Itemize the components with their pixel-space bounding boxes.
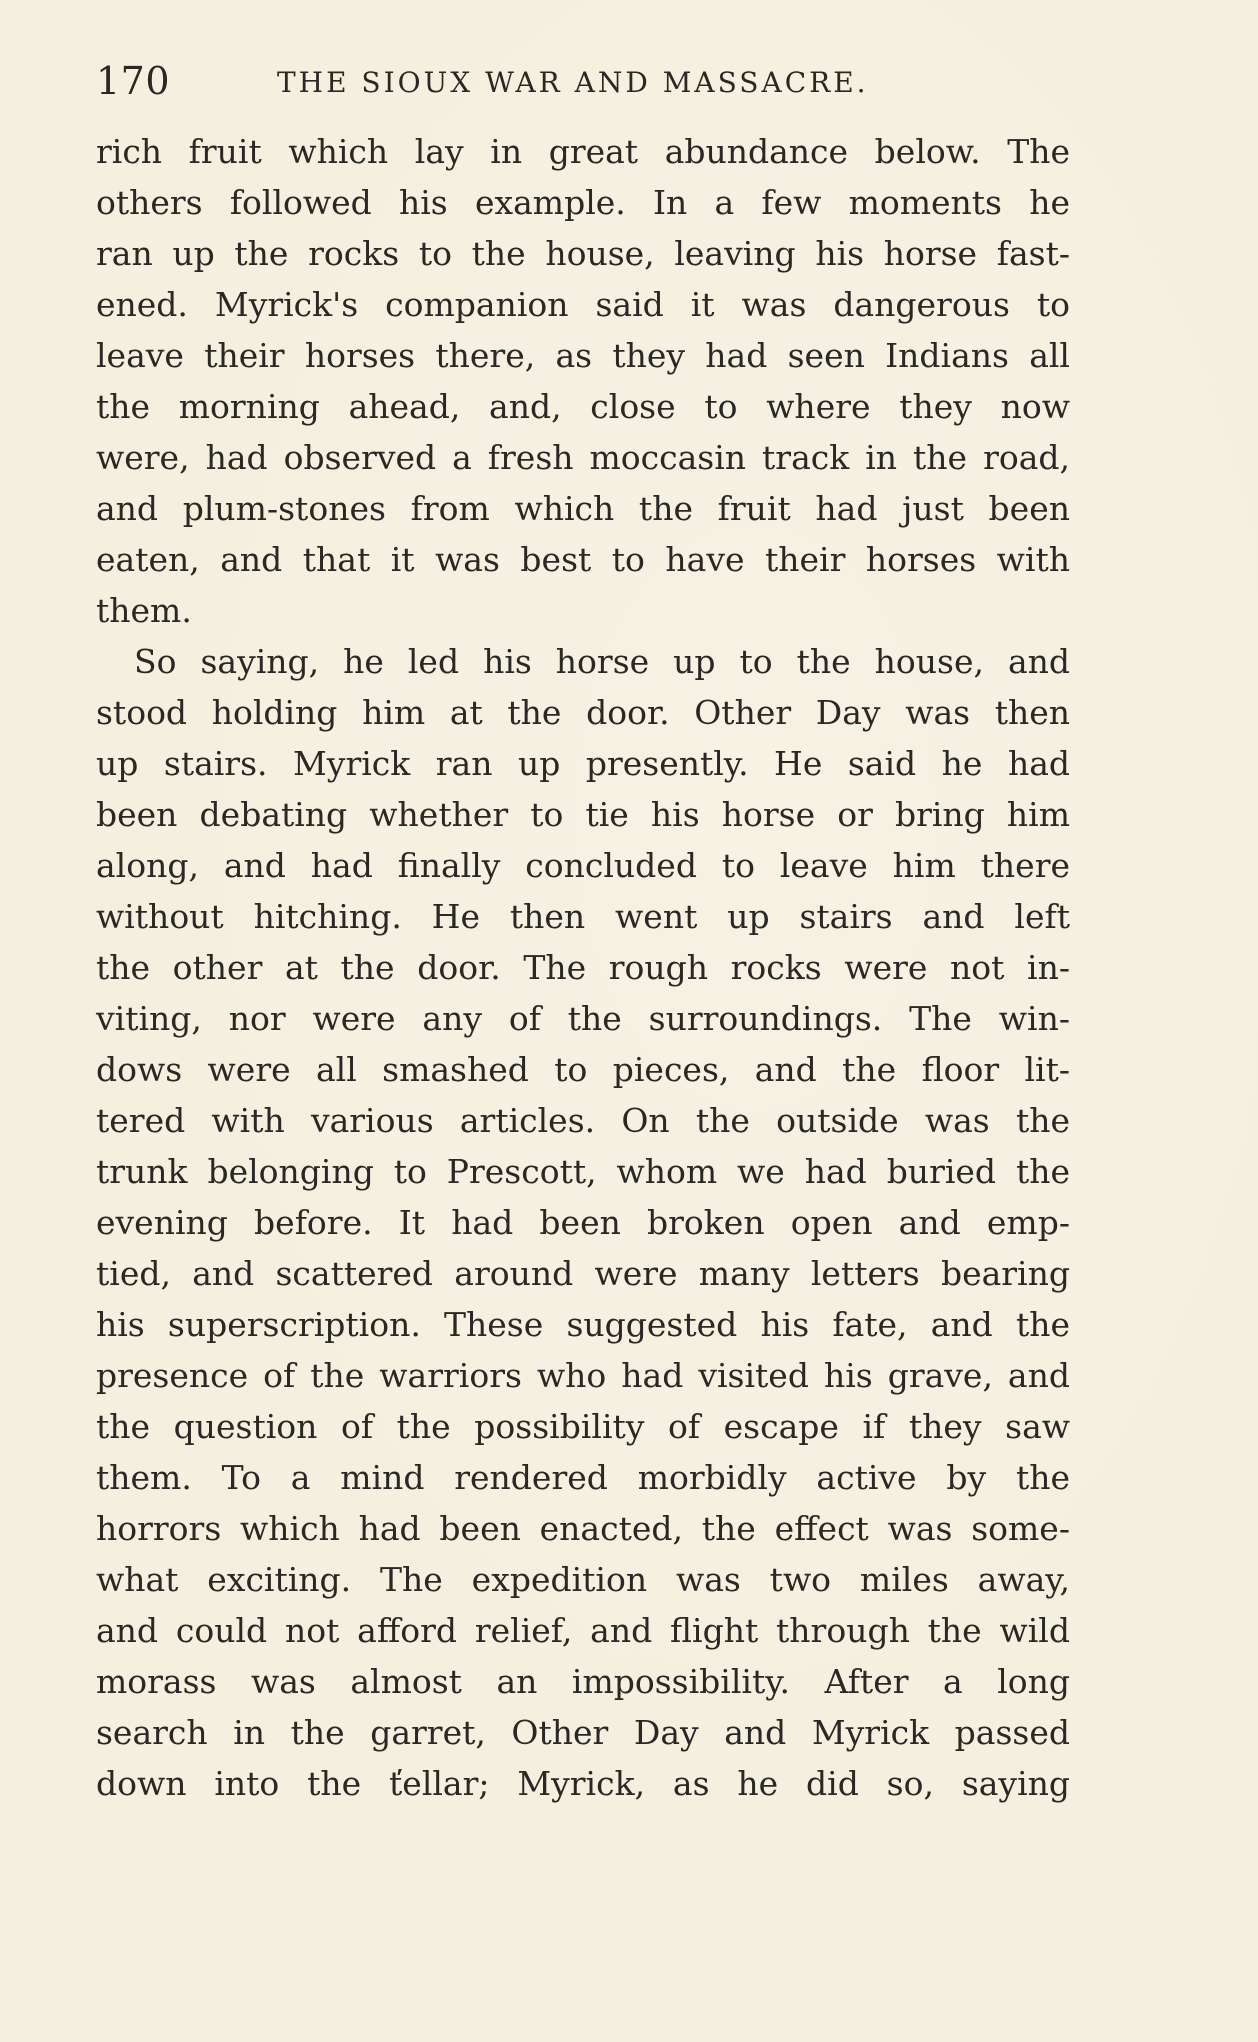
page-header	[96, 56, 1156, 106]
text-line: and could not afford relief, and flight through the wild	[96, 1611, 1070, 1650]
text-line: stood holding him at the door. Other Day was then	[96, 693, 1070, 732]
text-line: ened. Myrick's companion said it was dangerous to	[96, 285, 1070, 324]
paragraph-start-line: So saying, he led his horse up to the house, and	[134, 642, 1070, 681]
text-line: others followed his example. In a few moments he	[96, 183, 1070, 222]
paragraph-end-line: them.	[96, 591, 192, 630]
text-line: dows were all smashed to pieces, and the floor lit-	[96, 1050, 1070, 1089]
page-number: 170	[96, 59, 171, 103]
running-title: THE SIOUX WAR AND MASSACRE.	[277, 66, 869, 99]
text-line: viting, nor were any of the surroundings. The win-	[96, 999, 1070, 1038]
body-text	[96, 126, 1070, 1809]
text-line: leave their horses there, as they had seen Indians all	[96, 336, 1070, 375]
text-line: been debating whether to tie his horse or bring him	[96, 795, 1070, 834]
text-line: morass was almost an impossibility. After a long	[96, 1662, 1070, 1701]
text-line: them. To a mind rendered morbidly active by the	[96, 1458, 1070, 1497]
text-line: presence of the warriors who had visited his grave, and	[96, 1356, 1070, 1395]
text-line: search in the garret, Other Day and Myrick passed	[96, 1713, 1070, 1752]
text-line: what exciting. The expedition was two miles away,	[96, 1560, 1070, 1599]
text-line: without hitching. He then went up stairs and left	[96, 897, 1070, 936]
text-line: ran up the rocks to the house, leaving his horse fast-	[96, 234, 1070, 273]
text-line: the other at the door. The rough rocks were not in-	[96, 948, 1070, 987]
text-line: and plum-stones from which the fruit had just been	[96, 489, 1070, 528]
text-line: trunk belonging to Prescott, whom we had buried the	[96, 1152, 1070, 1191]
text-line: the question of the possibility of escape if they saw	[96, 1407, 1070, 1446]
text-line: his superscription. These suggested his fate, and the	[96, 1305, 1070, 1344]
text-line: along, and had finally concluded to leave him there	[96, 846, 1070, 885]
text-line: eaten, and that it was best to have their horses with	[96, 540, 1070, 579]
text-line: rich fruit which lay in great abundance below. The	[96, 132, 1070, 171]
text-line: were, had observed a fresh moccasin track in the road,	[96, 438, 1070, 477]
text-line: tered with various articles. On the outside was the	[96, 1101, 1070, 1140]
text-line: up stairs. Myrick ran up presently. He said he had	[96, 744, 1070, 783]
text-line: horrors which had been enacted, the effect was some-	[96, 1509, 1070, 1548]
text-line: the morning ahead, and, close to where they now	[96, 387, 1070, 426]
text-line: down into the ťellar; Myrick, as he did so, saying	[96, 1764, 1070, 1803]
text-line: tied, and scattered around were many letters bearing	[96, 1254, 1070, 1293]
text-line: evening before. It had been broken open and emp-	[96, 1203, 1070, 1242]
